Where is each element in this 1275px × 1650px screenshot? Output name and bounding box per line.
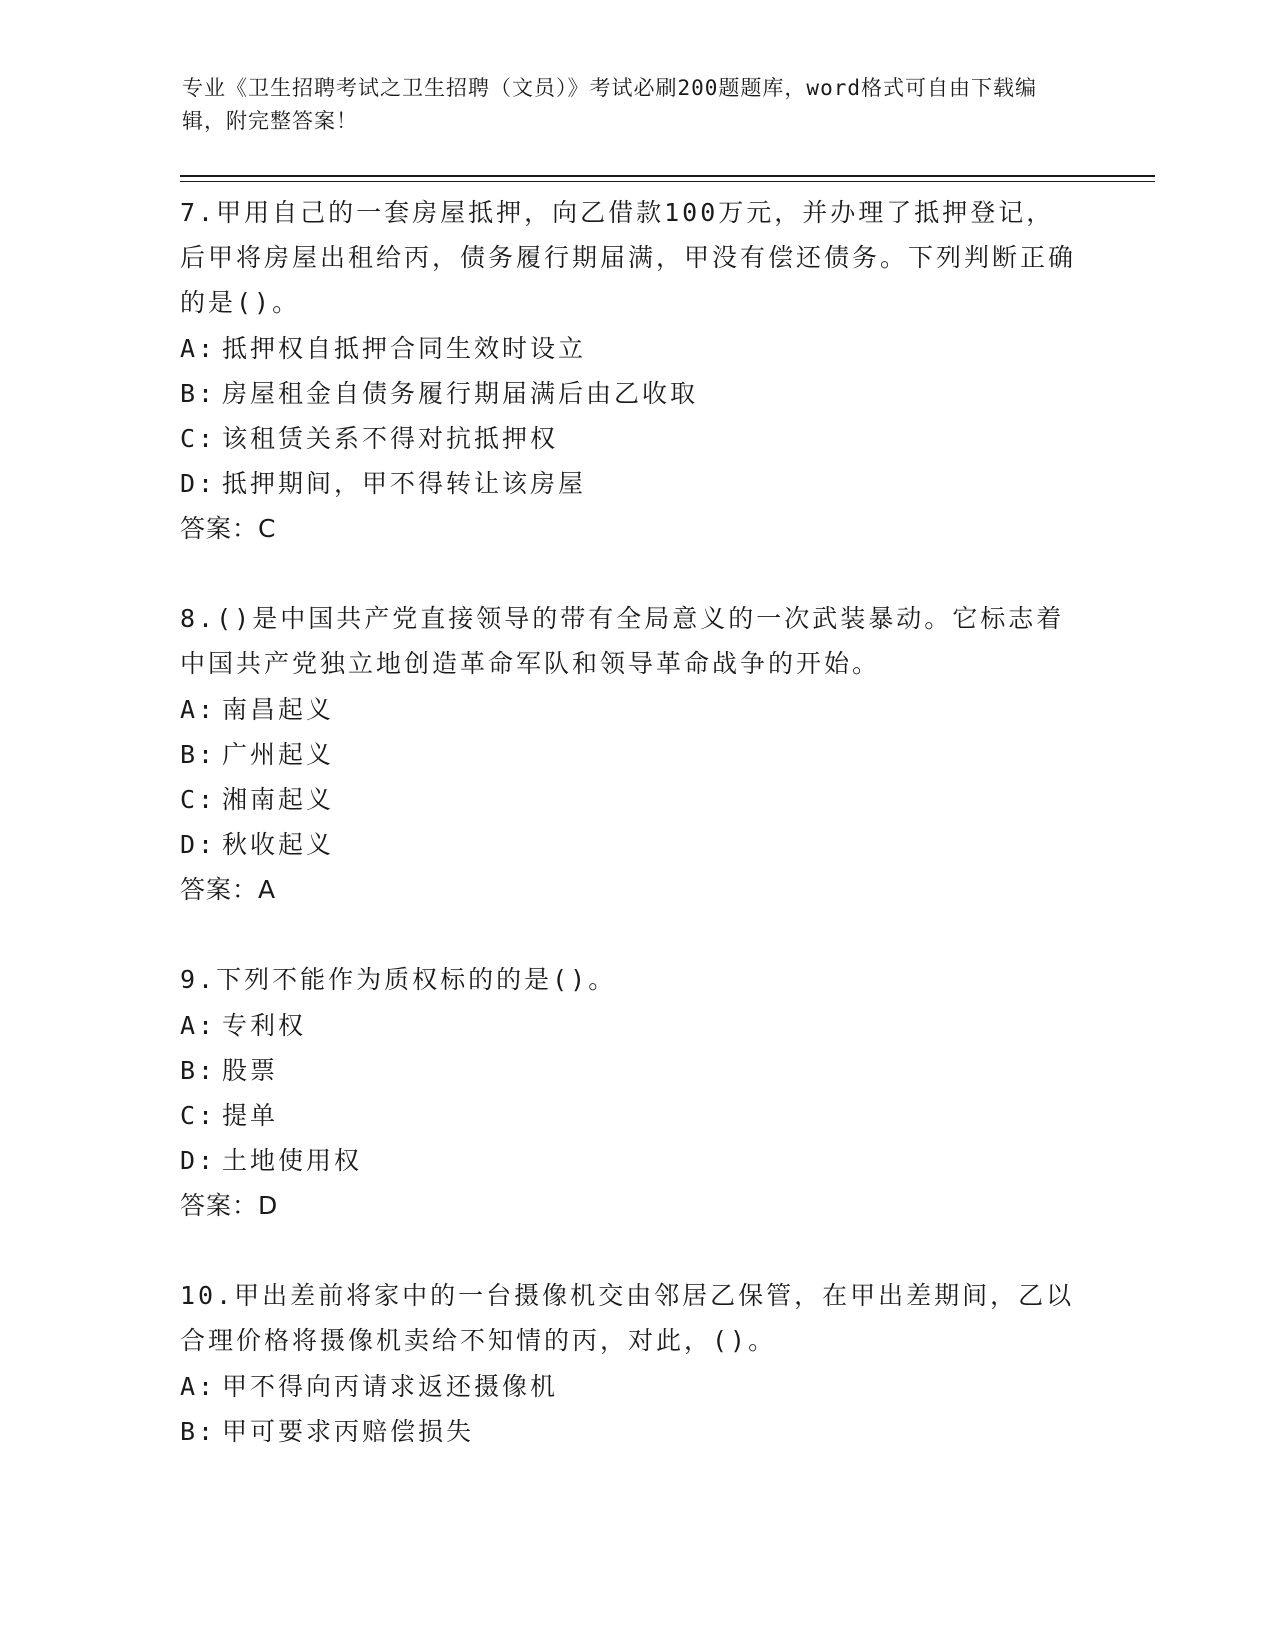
option-text: 土地使用权 [222,1146,363,1175]
option-c [180,1093,1080,1138]
question-8 [180,596,1080,912]
option-text: 甲不得向丙请求返还摄像机 [222,1372,559,1401]
option-text: 湘南起义 [222,785,335,814]
option-text: 广州起义 [222,740,335,769]
option-letter: A: [180,1011,217,1040]
question-9 [180,957,1080,1228]
option-letter: A: [180,334,217,363]
option-letter: C: [180,1101,217,1130]
option-d [180,461,1080,506]
option-letter: B: [180,1056,217,1085]
option-text: 抵押期间，甲不得转让该房屋 [222,469,587,498]
option-letter: A: [180,695,217,724]
option-d [180,1138,1080,1183]
option-a [180,687,1080,732]
option-c [180,416,1080,461]
document-header [182,72,1062,138]
option-d [180,822,1080,867]
option-c [180,777,1080,822]
answer-line: 答案：D [180,1191,279,1220]
option-text: 南昌起义 [222,695,335,724]
option-a [180,1364,1080,1409]
option-text: 房屋租金自债务履行期届满后由乙收取 [222,379,699,408]
option-a [180,1003,1080,1048]
option-text: 该租赁关系不得对抗抵押权 [222,424,559,453]
option-letter: A: [180,1372,217,1401]
header-divider-thick [180,175,1155,177]
header-text: 专业《卫生招聘考试之卫生招聘（文员）》考试必刷200题题库，word格式可自由下载编辑，附完整答案！ [182,76,1037,133]
option-letter: C: [180,785,217,814]
option-letter: B: [180,1417,217,1446]
question-7 [180,190,1080,551]
option-letter: D: [180,469,217,498]
option-b [180,732,1080,777]
question-stem: 9.下列不能作为质权标的的是()。 [180,965,617,994]
option-letter: C: [180,424,217,453]
option-text: 提单 [222,1101,279,1130]
option-b [180,1048,1080,1093]
question-list [180,190,1080,1499]
question-stem: 8.()是中国共产党直接领导的带有全局意义的一次武装暴动。它标志着中国共产党独立地创造革命军队和领导革命战争的开始。 [180,604,1065,678]
option-a [180,326,1080,371]
option-b [180,1409,1080,1454]
option-text: 专利权 [222,1011,307,1040]
option-letter: D: [180,830,217,859]
question-10 [180,1273,1080,1454]
option-text: 秋收起义 [222,830,335,859]
option-letter: B: [180,740,217,769]
header-divider-thin [180,181,1155,182]
option-letter: B: [180,379,217,408]
answer-line: 答案：C [180,514,277,543]
option-text: 抵押权自抵押合同生效时设立 [222,334,587,363]
question-stem: 7.甲用自己的一套房屋抵押，向乙借款100万元，并办理了抵押登记，后甲将房屋出租给丙，债务履行期届满，甲没有偿还债务。下列判断正确的是()。 [180,198,1077,317]
answer-line: 答案：A [180,875,277,904]
option-text: 甲可要求丙赔偿损失 [222,1417,475,1446]
option-b [180,371,1080,416]
option-text: 股票 [222,1056,279,1085]
question-stem: 10.甲出差前将家中的一台摄像机交由邻居乙保管，在甲出差期间，乙以合理价格将摄像机卖给不知情的丙，对此，()。 [180,1281,1075,1355]
option-letter: D: [180,1146,217,1175]
